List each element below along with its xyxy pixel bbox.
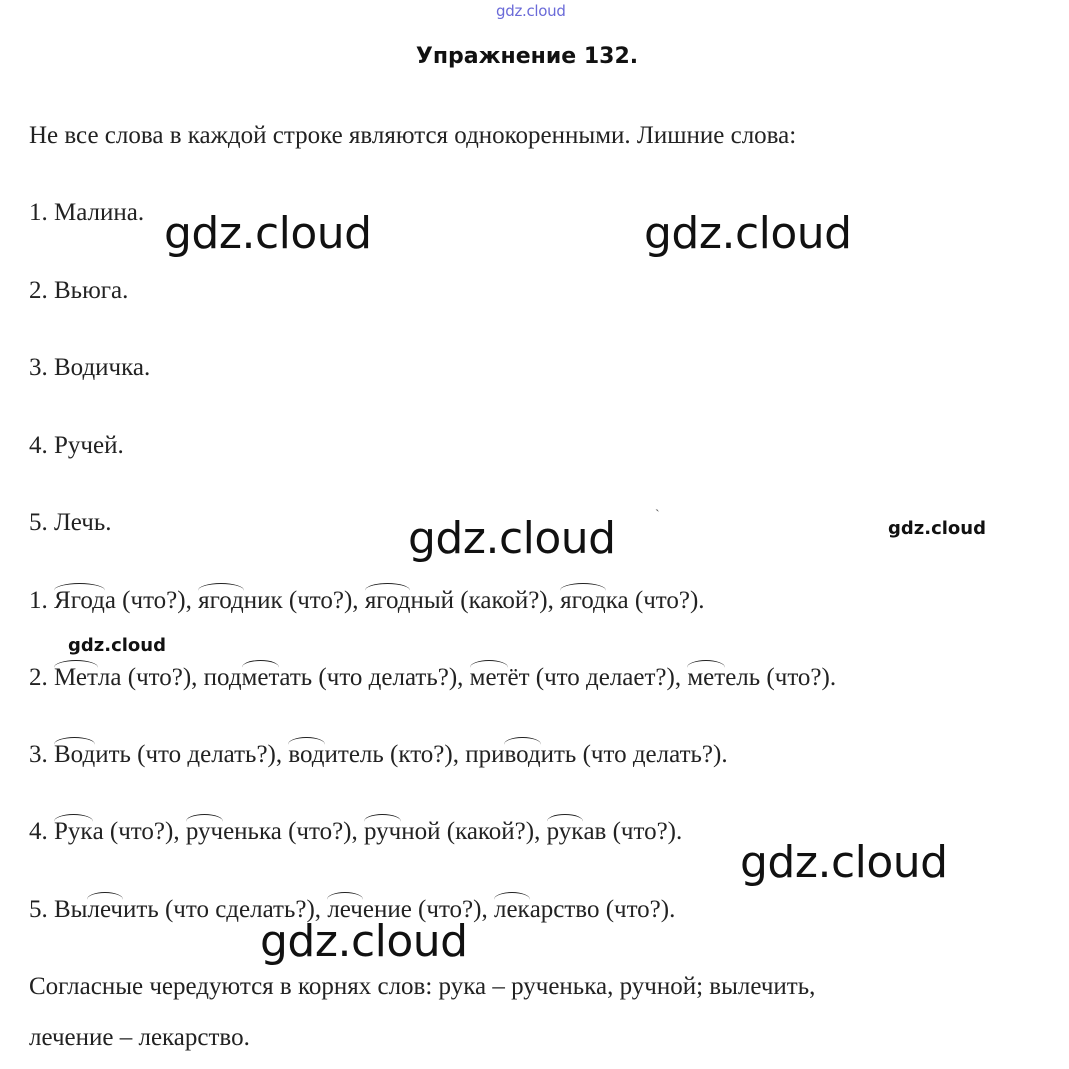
group-number: 5. — [29, 896, 54, 923]
root-marked: лек — [493, 896, 530, 923]
watermark: gdz.cloud — [408, 513, 616, 564]
root-marked: леч — [327, 896, 363, 923]
word-rest: ной (какой?), — [401, 818, 547, 845]
root-marked: ягод — [560, 587, 606, 614]
watermark: gdz.cloud — [740, 837, 948, 888]
root-marked: мет — [469, 664, 508, 691]
word-rest: ла (что?), под — [97, 664, 242, 691]
word-rest: ель (что?). — [725, 664, 837, 691]
root-marked: Ягод — [54, 587, 105, 614]
word-rest: ав (что?). — [583, 818, 683, 845]
word-rest: ение (что?), — [362, 896, 494, 923]
root-marked: Рук — [54, 818, 93, 845]
word-group-3 — [29, 740, 728, 770]
word-group-1 — [29, 586, 705, 616]
extra-word-1: 1. Малина. — [29, 199, 145, 226]
watermark: gdz.cloud — [164, 208, 372, 259]
watermark-small: gdz.cloud — [888, 518, 986, 539]
word-rest: ник (что?), — [243, 587, 365, 614]
word-rest: ить (что делать?), — [95, 741, 289, 768]
word-rest: ёт (что делает?), — [507, 664, 688, 691]
root-marked: ягод — [198, 587, 244, 614]
root-marked: ягод — [364, 587, 411, 614]
root-marked: руч — [363, 818, 402, 845]
root-marked: мет — [687, 664, 726, 691]
group-number: 3. — [29, 741, 54, 768]
word-rest: ный (какой?), — [410, 587, 561, 614]
intro-text: Не все слова в каждой строке являются однокоренными. Лишние слова: — [29, 122, 797, 149]
word-rest: ать (что делать?), — [279, 664, 470, 691]
root-marked: вод — [504, 741, 541, 768]
conclusion-line-1: Согласные чередуются в корнях слов: рука – рученька, ручной; вылечить, — [29, 973, 816, 1000]
root-marked: вод — [288, 741, 325, 768]
word-rest: а (что?), — [92, 818, 186, 845]
word-group-2 — [29, 663, 836, 693]
group-number: 4. — [29, 818, 54, 845]
group-number: 2. — [29, 664, 54, 691]
word-rest: енька (что?), — [223, 818, 364, 845]
root-marked: Вод — [54, 741, 96, 768]
word-rest: арство (что?). — [529, 896, 676, 923]
extra-word-3: 3. Водичка. — [29, 354, 151, 381]
conclusion-line-2: лечение – лекарство. — [29, 1024, 250, 1051]
word-prefix: Вы — [54, 896, 88, 923]
root-marked: руч — [185, 818, 224, 845]
group-number: 1. — [29, 587, 54, 614]
watermark-top: gdz.cloud — [496, 2, 566, 20]
word-group-4 — [29, 817, 682, 847]
word-rest: ка (что?). — [605, 587, 705, 614]
extra-word-2: 2. Вьюга. — [29, 277, 129, 304]
root-marked: леч — [87, 896, 124, 923]
extra-word-4: 4. Ручей. — [29, 432, 124, 459]
word-rest: ить (что делать?). — [540, 741, 728, 768]
word-rest: а (что?), — [104, 587, 199, 614]
root-marked: рук — [546, 818, 584, 845]
word-rest: итель (кто?), при — [324, 741, 505, 768]
watermark: gdz.cloud — [260, 916, 468, 967]
exercise-title: Упражнение 132. — [415, 44, 639, 69]
stray-mark: ` — [655, 508, 660, 523]
word-rest: ить (что сделать?), — [123, 896, 328, 923]
watermark-small: gdz.cloud — [68, 635, 166, 656]
watermark: gdz.cloud — [644, 208, 852, 259]
extra-word-5: 5. Лечь. — [29, 509, 112, 536]
root-marked: мет — [241, 664, 280, 691]
root-marked: Мет — [54, 664, 98, 691]
